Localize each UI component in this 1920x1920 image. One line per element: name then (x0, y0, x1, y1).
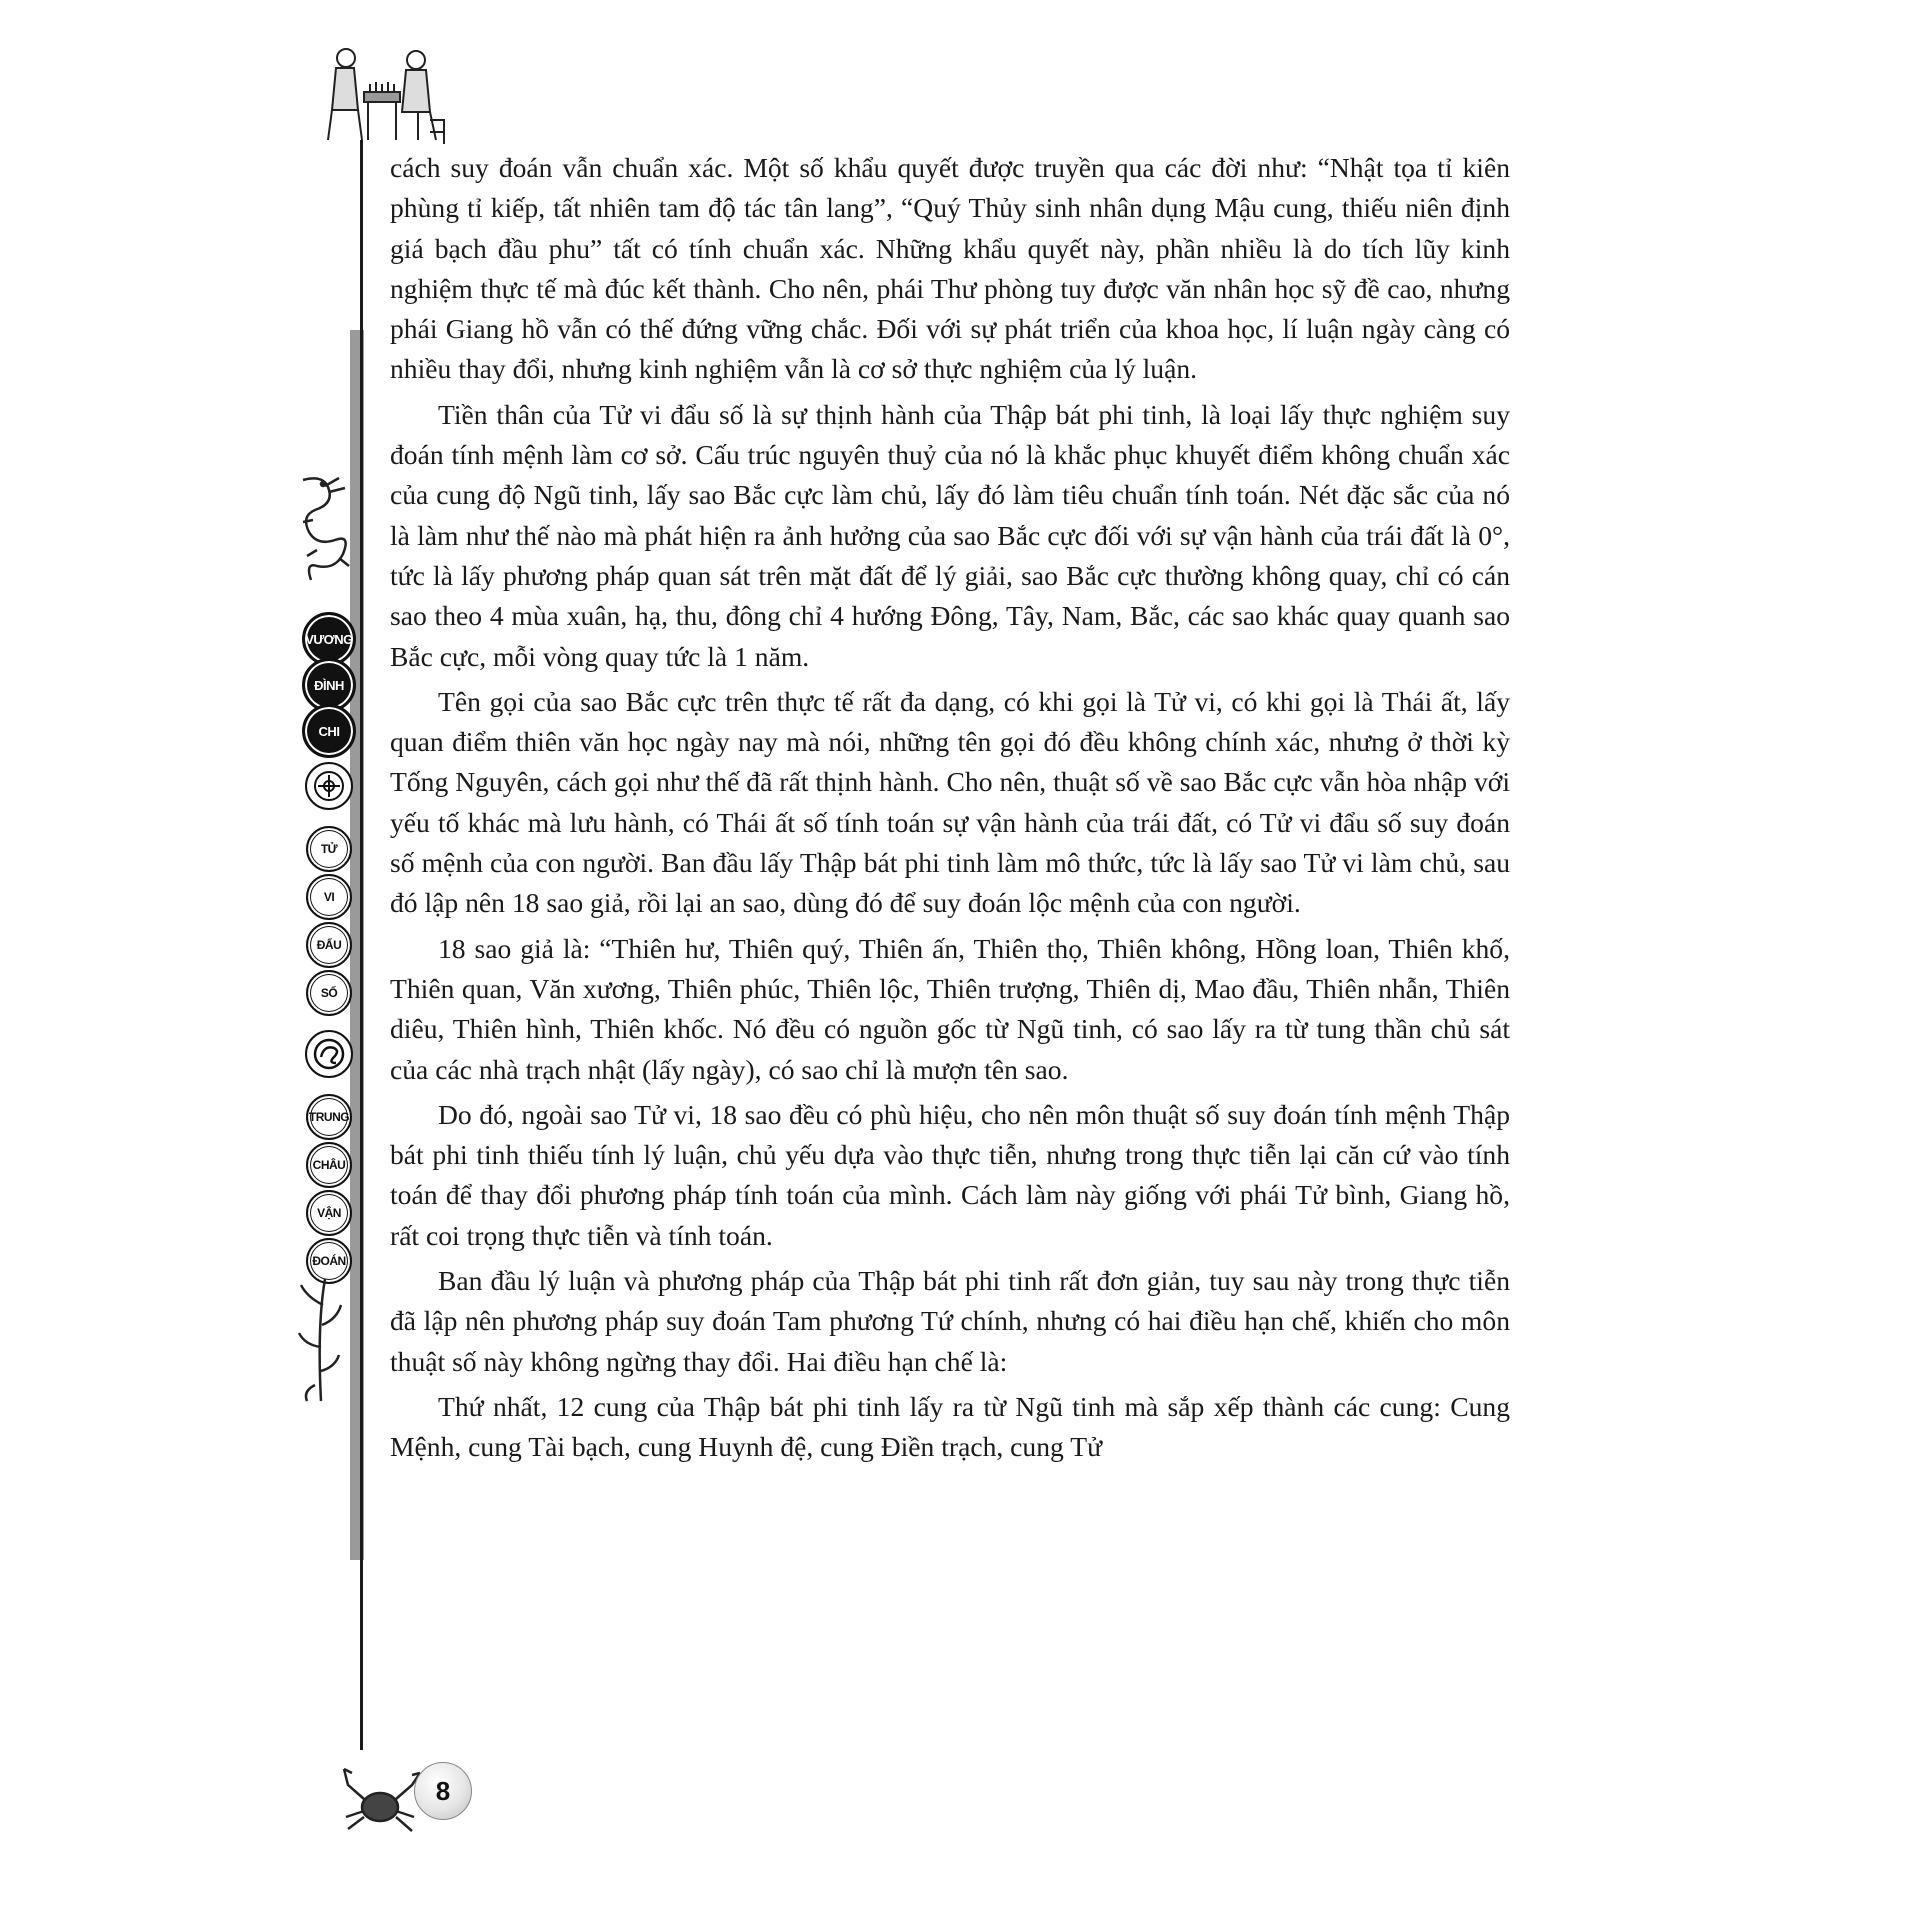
title-medallion: ĐẨU (306, 922, 352, 968)
publisher-medallion: ĐOÁN (306, 1238, 352, 1284)
title-medallion: SỐ (306, 970, 352, 1016)
body-text (390, 148, 1510, 1473)
paragraph: 18 sao giả là: “Thiên hư, Thiên quý, Thiên ấn, Thiên thọ, Thiên không, Hồng loan, Thiên khố, Thiên quan, Văn xương, Thiên phúc, Thiên lộc, Thiên trượng, Thiên dị, Mao đầu, Thiên nhẫn, Thiên diêu, Thiên hình, Thiên khốc. Nó đều có nguồn gốc từ Ngũ tinh, có sao lấy ra từ tung thần chủ sát của các nhà trạch nhật (lấy ngày), có sao chỉ là mượn tên sao. (390, 932, 1510, 1085)
title-medallion: TỬ (306, 826, 352, 872)
dragon-ornament-icon (295, 470, 355, 590)
lotus-emblem-icon (305, 762, 353, 810)
page-number: 8 (414, 1762, 472, 1820)
author-medallion: CHI (302, 704, 356, 758)
title-medallion: VI (306, 874, 352, 920)
paragraph: Ban đầu lý luận và phương pháp của Thập bát phi tinh rất đơn giản, tuy sau này trong thực tiễn đã lập nên phương pháp suy đoán Tam phương Tứ chính, nhưng có hai điều hạn chế, khiến cho môn thuật số này không ngừng thay đổi. Hai điều hạn chế là: (390, 1265, 1510, 1377)
paragraph: Tiền thân của Tử vi đẩu số là sự thịnh hành của Thập bát phi tinh, là loại lấy thực nghiệm suy đoán tính mệnh làm cơ sở. Cấu trúc nguyên thuỷ của nó là khắc phục khuyết điểm không chuẩn xác của cung độ Ngũ tinh, lấy sao Bắc cực làm chủ, lấy đó làm tiêu chuẩn tính toán. Nét đặc sắc của nó là làm như thế nào mà phát hiện ra ảnh hưởng của sao Bắc cực đối với sự vận hành của trái đất là 0°, tức là lấy phương pháp quan sát trên mặt đất để lý giải, sao Bắc cực thường không quay, chỉ có cán sao theo 4 mùa xuân, hạ, thu, đông chỉ 4 hướng Đông, Tây, Nam, Bắc, các sao khác quay quanh sao Bắc cực, mỗi vòng quay tức là 1 năm. (390, 398, 1510, 672)
paragraph: cách suy đoán vẫn chuẩn xác. Một số khẩu quyết được truyền qua các đời như: “Nhật tọa tỉ kiên phùng tỉ kiếp, tất nhiên tam độ tác tân lang”, “Quý Thủy sinh nhân dụng Mậu cung, thiếu niên định giá bạch đầu phu” tất có tính chuẩn xác. Những khẩu quyết này, phần nhiều là do tích lũy kinh nghiệm thực tế mà đúc kết thành. Cho nên, phái Thư phòng tuy được văn nhân học sỹ đề cao, nhưng phái Giang hồ vẫn có thế đứng vững chắc. Đối với sự phát triển của khoa học, lí luận ngày càng có nhiều thay đổi, nhưng kinh nghiệm vẫn là cơ sở thực nghiệm của lý luận. (390, 152, 1510, 385)
dragon-emblem-icon (305, 1030, 353, 1078)
publisher-medallion: CHÂU (306, 1142, 352, 1188)
paragraph: Thứ nhất, 12 cung của Thập bát phi tinh lấy ra từ Ngũ tinh mà sắp xếp thành các cung: Cung Mệnh, cung Tài bạch, cung Huynh đệ, cung Điền trạch, cung Tử (390, 1390, 1510, 1463)
publisher-medallion: TRUNG (306, 1094, 352, 1140)
author-medallion: ĐÌNH (302, 658, 356, 712)
margin-vertical-rule (360, 140, 363, 1750)
author-medallion: VƯƠNG (302, 612, 356, 666)
paragraph: Tên gọi của sao Bắc cực trên thực tế rất đa dạng, có khi gọi là Tử vi, có khi gọi là Thái ất, lấy quan điểm thiên văn học ngày nay mà nói, những tên gọi đó đều không chính xác, nhưng ở thời kỳ Tống Nguyên, cách gọi như thế đã rất thịnh hành. Cho nên, thuật số về sao Bắc cực vẫn hòa nhập với yếu tố khác mà lưu hành, có Thái ất số tính toán sự vận hành của trái đất, có Tử vi đẩu số suy đoán số mệnh của con người. Ban đầu lấy Thập bát phi tinh làm mô thức, tức là lấy sao Tử vi làm chủ, sau đó lập nên 18 sao giả, rồi lại an sao, dùng đó để suy đoán lộc mệnh của con người. (390, 685, 1510, 919)
publisher-medallion: VẬN (306, 1190, 352, 1236)
bamboo-ornament-icon (295, 1275, 345, 1405)
paragraph: Do đó, ngoài sao Tử vi, 18 sao đều có phù hiệu, cho nên môn thuật số suy đoán tính mệnh Thập bát phi tinh thiếu tính lý luận, chủ yếu dựa vào thực tiễn, nhưng trong thực tiễn lại căn cứ vào tính toán để thay đổi phương pháp tính toán của mình. Cách làm này giống với phái Tử bình, Giang hồ, rất coi trọng thực tiễn và tính toán. (390, 1098, 1510, 1251)
chess-players-illustration-icon (318, 40, 448, 150)
sidebar-medallions (301, 612, 357, 1286)
